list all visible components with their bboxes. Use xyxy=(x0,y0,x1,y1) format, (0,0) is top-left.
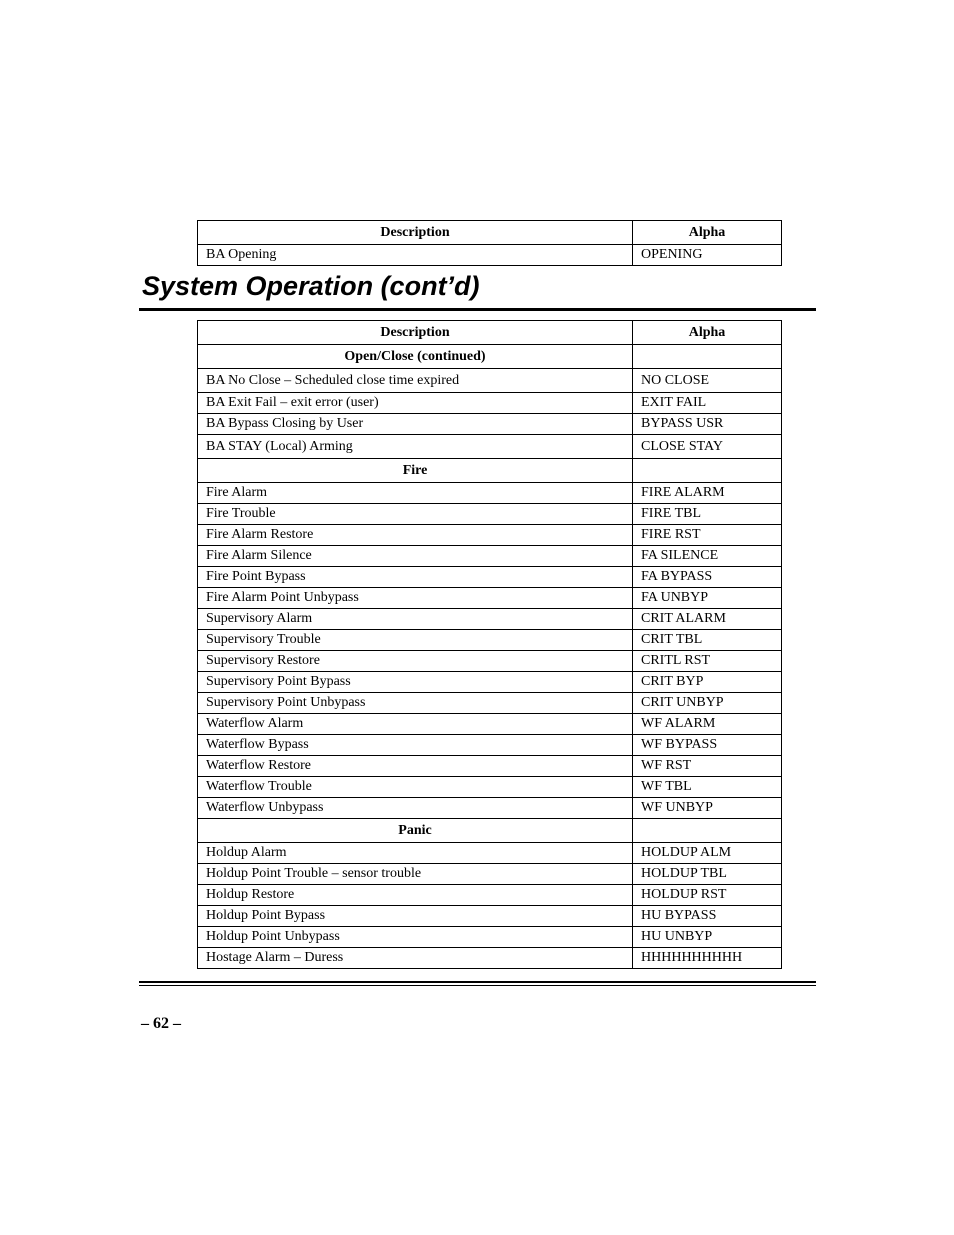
table-row xyxy=(198,927,782,948)
alpha-cell: HOLDUP RST xyxy=(633,885,782,906)
alpha-cell: CLOSE STAY xyxy=(633,435,782,459)
alpha-cell: HOLDUP ALM xyxy=(633,843,782,864)
table-row xyxy=(198,843,782,864)
alpha-cell: CRITL RST xyxy=(633,651,782,672)
description-cell: Holdup Point Bypass xyxy=(198,906,633,927)
alpha-cell: CRIT ALARM xyxy=(633,609,782,630)
alpha-cell: OPENING xyxy=(633,245,782,266)
description-cell: Waterflow Unbypass xyxy=(198,798,633,819)
table-row xyxy=(198,435,782,459)
table-row xyxy=(198,546,782,567)
description-cell: Hostage Alarm – Duress xyxy=(198,948,633,969)
description-cell: BA Exit Fail – exit error (user) xyxy=(198,393,633,414)
table-row xyxy=(198,567,782,588)
alpha-cell: EXIT FAIL xyxy=(633,393,782,414)
alpha-cell: CRIT BYP xyxy=(633,672,782,693)
table-row xyxy=(198,798,782,819)
title-underline xyxy=(139,308,816,311)
description-cell: Fire Alarm Point Unbypass xyxy=(198,588,633,609)
alpha-cell: FIRE ALARM xyxy=(633,483,782,504)
description-cell: Waterflow Restore xyxy=(198,756,633,777)
footer-rule-thin xyxy=(139,985,816,986)
description-cell: Holdup Point Trouble – sensor trouble xyxy=(198,864,633,885)
description-cell: Supervisory Trouble xyxy=(198,630,633,651)
alpha-cell: FA BYPASS xyxy=(633,567,782,588)
table-row xyxy=(198,525,782,546)
table-row xyxy=(198,777,782,798)
group-heading-row xyxy=(198,345,782,369)
empty-cell xyxy=(633,345,782,369)
footer-rule xyxy=(139,981,816,983)
alpha-cell: WF UNBYP xyxy=(633,798,782,819)
alpha-cell: HHHHHHHHHH xyxy=(633,948,782,969)
previous-page-table xyxy=(197,220,782,266)
table-row xyxy=(198,414,782,435)
description-cell: Supervisory Restore xyxy=(198,651,633,672)
group-heading-fire: Fire xyxy=(198,459,633,483)
section-title: System Operation (cont’d) xyxy=(142,271,480,301)
table-row xyxy=(198,630,782,651)
description-cell: Holdup Restore xyxy=(198,885,633,906)
table-row xyxy=(198,609,782,630)
table-row xyxy=(198,906,782,927)
alpha-cell: HOLDUP TBL xyxy=(633,864,782,885)
table-header-row xyxy=(198,321,782,345)
description-cell: Holdup Point Unbypass xyxy=(198,927,633,948)
description-cell: BA Opening xyxy=(198,245,633,266)
description-cell: BA Bypass Closing by User xyxy=(198,414,633,435)
description-cell: Fire Point Bypass xyxy=(198,567,633,588)
alpha-cell: CRIT UNBYP xyxy=(633,693,782,714)
alpha-cell: WF BYPASS xyxy=(633,735,782,756)
alpha-cell: HU BYPASS xyxy=(633,906,782,927)
table-row xyxy=(198,245,782,266)
description-cell: Supervisory Point Unbypass xyxy=(198,693,633,714)
alpha-cell: FA SILENCE xyxy=(633,546,782,567)
table-row xyxy=(198,369,782,393)
table-row xyxy=(198,393,782,414)
alpha-column-header: Alpha xyxy=(633,221,782,245)
alpha-cell: WF RST xyxy=(633,756,782,777)
table-row xyxy=(198,672,782,693)
table-row xyxy=(198,483,782,504)
description-cell: Holdup Alarm xyxy=(198,843,633,864)
description-cell: Supervisory Alarm xyxy=(198,609,633,630)
alpha-cell: FA UNBYP xyxy=(633,588,782,609)
description-cell: Waterflow Alarm xyxy=(198,714,633,735)
table-row xyxy=(198,864,782,885)
alpha-cell: WF ALARM xyxy=(633,714,782,735)
alpha-cell: FIRE RST xyxy=(633,525,782,546)
alpha-column-header: Alpha xyxy=(633,321,782,345)
description-cell: Fire Alarm Restore xyxy=(198,525,633,546)
group-heading-row xyxy=(198,459,782,483)
table-row xyxy=(198,948,782,969)
table-row xyxy=(198,756,782,777)
description-column-header: Description xyxy=(198,221,633,245)
event-alpha-table xyxy=(197,320,782,969)
table-header-row xyxy=(198,221,782,245)
table-row xyxy=(198,588,782,609)
alpha-cell: FIRE TBL xyxy=(633,504,782,525)
description-cell: Fire Alarm xyxy=(198,483,633,504)
description-cell: BA No Close – Scheduled close time expired xyxy=(198,369,633,393)
description-cell: Fire Alarm Silence xyxy=(198,546,633,567)
table-row xyxy=(198,714,782,735)
group-heading-row xyxy=(198,819,782,843)
empty-cell xyxy=(633,459,782,483)
alpha-cell: WF TBL xyxy=(633,777,782,798)
table-row xyxy=(198,504,782,525)
table-row xyxy=(198,885,782,906)
description-cell: Waterflow Bypass xyxy=(198,735,633,756)
description-cell: Supervisory Point Bypass xyxy=(198,672,633,693)
description-cell: Waterflow Trouble xyxy=(198,777,633,798)
description-cell: Fire Trouble xyxy=(198,504,633,525)
description-cell: BA STAY (Local) Arming xyxy=(198,435,633,459)
alpha-cell: CRIT TBL xyxy=(633,630,782,651)
alpha-cell: NO CLOSE xyxy=(633,369,782,393)
table-row xyxy=(198,693,782,714)
table-row xyxy=(198,651,782,672)
group-heading-panic: Panic xyxy=(198,819,633,843)
group-heading-open-close: Open/Close (continued) xyxy=(198,345,633,369)
page-number: – 62 – xyxy=(141,1015,181,1032)
table-row xyxy=(198,735,782,756)
empty-cell xyxy=(633,819,782,843)
alpha-cell: BYPASS USR xyxy=(633,414,782,435)
alpha-cell: HU UNBYP xyxy=(633,927,782,948)
description-column-header: Description xyxy=(198,321,633,345)
